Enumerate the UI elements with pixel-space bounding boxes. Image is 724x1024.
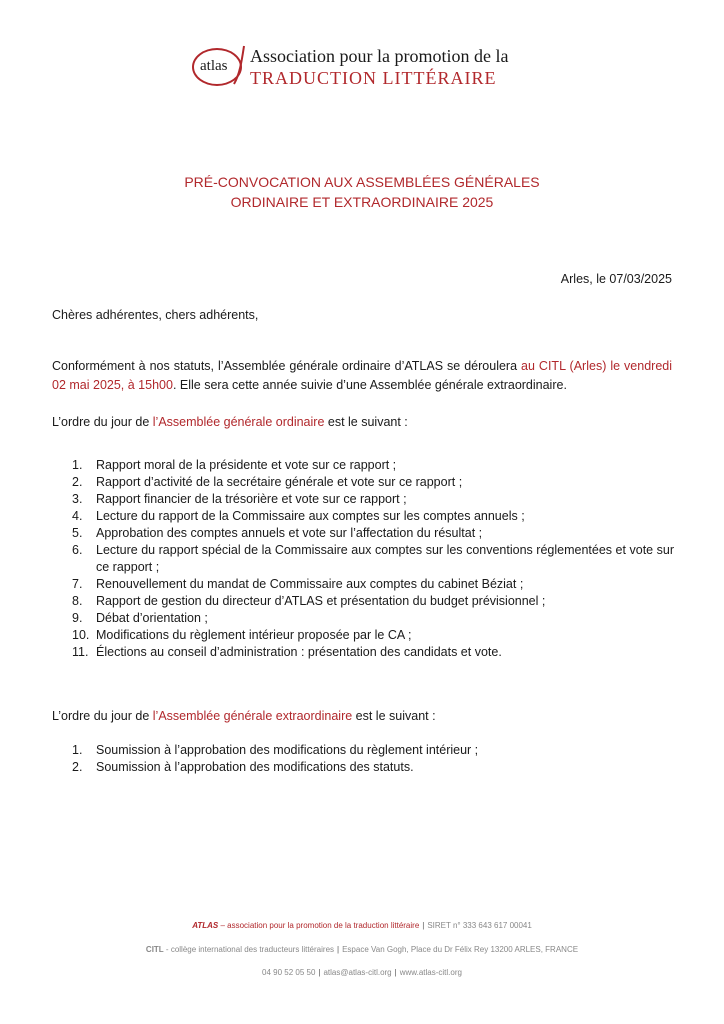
extraordinary-agenda-intro — [52, 707, 672, 726]
footer-brand-atlas: ATLAS — [192, 921, 219, 930]
footer-line1: ATLAS – association pour la promotion de la traduction littéraire | SIRET n° 333 643 617 00041 — [192, 921, 532, 930]
list-item: 2. Soumission à l’approbation des modifications des statuts. — [72, 760, 414, 774]
footer-line3: 04 90 52 05 50 | atlas@atlas-citl.org | www.atlas-citl.org — [262, 968, 462, 977]
footer-address: Espace Van Gogh, Place du Dr Félix Rey 13200 ARLES, FRANCE — [342, 945, 579, 954]
logo-line1: Association pour la promotion de la — [250, 46, 509, 66]
list-item: 2. Rapport d’activité de la secrétaire générale et vote sur ce rapport ; — [72, 475, 463, 489]
footer-phone: 04 90 52 05 50 — [262, 968, 316, 977]
intro-part1: Conformément à nos statuts, l’Assemblée générale ordinaire d’ATLAS se déroulera — [52, 359, 522, 373]
footer-siret: SIRET n° 333 643 617 00041 — [427, 921, 532, 930]
intro-paragraph — [52, 357, 672, 395]
list-item: 9. Débat d’orientation ; — [72, 611, 208, 625]
list-item: 1. Rapport moral de la présidente et vote sur ce rapport ; — [72, 458, 397, 472]
document-title-line1: PRÉ-CONVOCATION AUX ASSEMBLÉES GÉNÉRALES — [184, 174, 540, 190]
footer-brand-citl: CITL — [145, 945, 164, 954]
ordinary-intro-before: L’ordre du jour de — [52, 415, 153, 429]
document-title-line2: ORDINAIRE ET EXTRAORDINAIRE 2025 — [230, 194, 494, 210]
footer-line2: CITL - collège international des traducteurs littéraires | Espace Van Gogh, Place du Dr Félix Rey 13200 ARLES, FRANCE — [145, 945, 579, 954]
list-item: 8. Rapport de gestion du directeur d’ATLAS et présentation du budget prévisionnel ; — [72, 594, 546, 608]
ordinary-intro-after: est le suivant : — [324, 415, 408, 429]
logo-line2: TRADUCTION LITTÉRAIRE — [250, 68, 497, 88]
extraordinary-intro-after: est le suivant : — [352, 709, 436, 723]
list-item: 1. Soumission à l’approbation des modifications du règlement intérieur ; — [72, 743, 479, 757]
ordinary-intro-highlight: l’Assemblée générale ordinaire — [152, 415, 325, 429]
footer-atlas-text: – association pour la promotion de la traduction littéraire — [218, 921, 420, 930]
ordinary-agenda-list — [72, 457, 674, 661]
list-item: 4. Lecture du rapport de la Commissaire aux comptes sur les comptes annuels ; — [72, 509, 525, 523]
intro-part2: . Elle sera cette année suivie d’une Assemblée générale extraordinaire. — [172, 378, 567, 392]
greeting: Chères adhérentes, chers adhérents, — [52, 308, 259, 322]
list-item: 5. Approbation des comptes annuels et vote sur l’affectation du résultat ; — [72, 526, 483, 540]
list-item: 11. Élections au conseil d’administration : présentation des candidats et vote. — [72, 645, 502, 659]
extraordinary-intro-before: L’ordre du jour de — [52, 709, 153, 723]
list-item: 3. Rapport financier de la trésorière et vote sur ce rapport ; — [72, 492, 407, 506]
list-item: 10. Modifications du règlement intérieur proposée par le CA ; — [72, 628, 412, 642]
atlas-logo — [192, 44, 522, 94]
ordinary-agenda-intro — [52, 413, 672, 432]
logo-word: atlas — [200, 58, 228, 74]
logo-tail-icon — [232, 44, 246, 92]
list-item: 7. Renouvellement du mandat de Commissaire aux comptes du cabinet Béziat ; — [72, 577, 524, 591]
extraordinary-agenda-list — [72, 742, 674, 776]
extraordinary-intro-highlight: l’Assemblée générale extraordinaire — [152, 709, 353, 723]
document-date: Arles, le 07/03/2025 — [560, 272, 672, 286]
footer-citl-text: - collège international des traducteurs littéraires — [163, 945, 335, 954]
intro-highlight: au CITL (Arles) le vendredi 02 mai 2025, à 15h00 — [52, 359, 673, 392]
list-item: 6. Lecture du rapport spécial de la Commissaire aux comptes sur les conventions réglementées et vote sur ce rapport ; — [72, 543, 674, 574]
footer-email-link[interactable]: atlas@atlas-citl.org — [323, 968, 392, 977]
footer-website-link[interactable]: www.atlas-citl.org — [399, 968, 462, 977]
